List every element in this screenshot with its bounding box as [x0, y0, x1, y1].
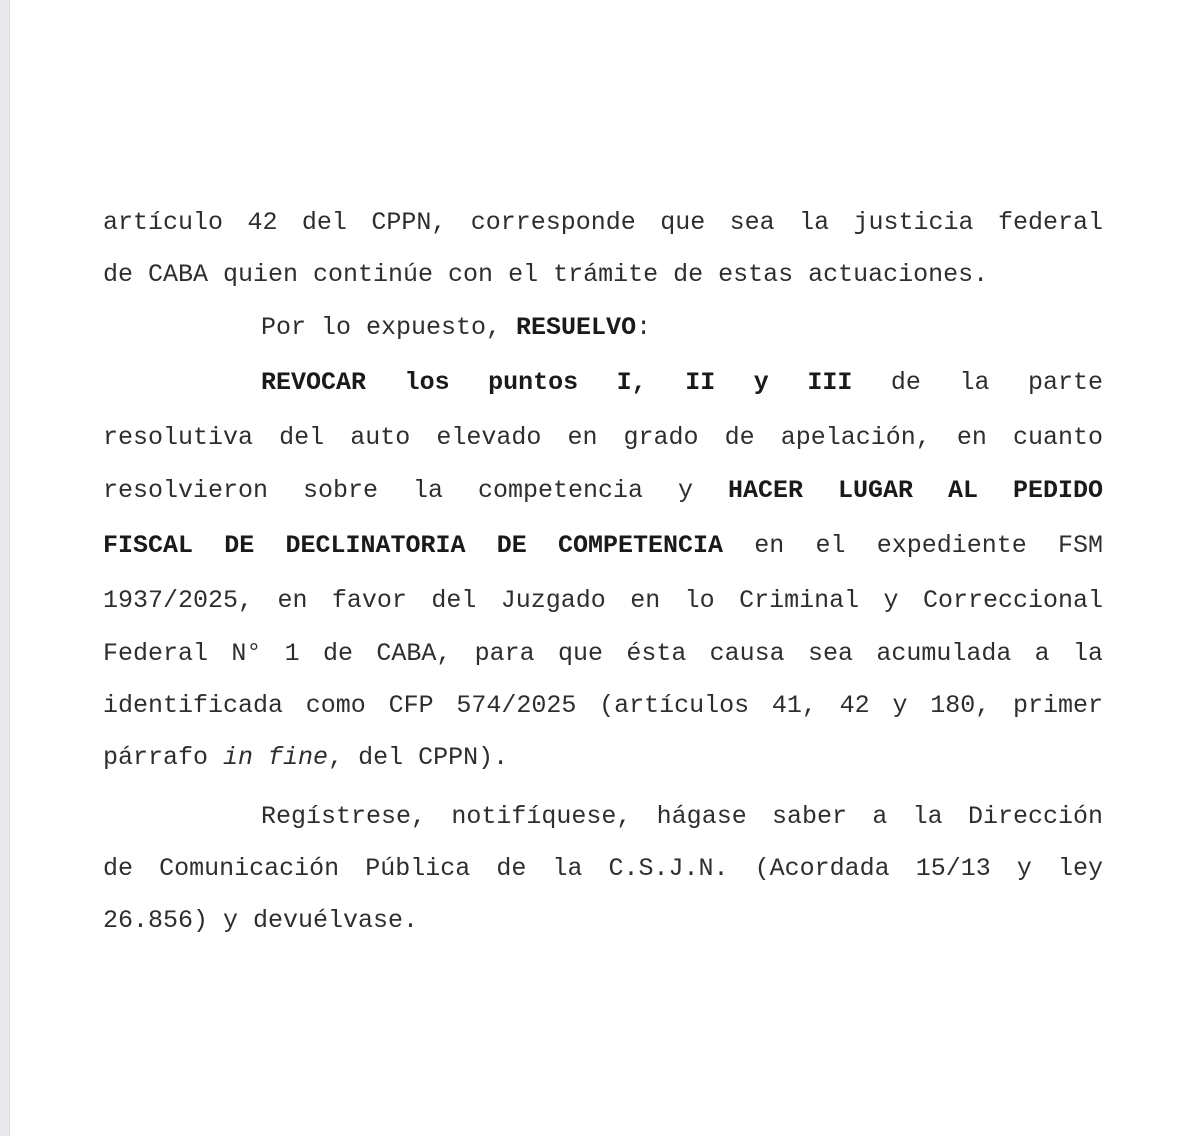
p3-line-5: 1937/2025, en favor del Juzgado en lo Criminal y Correccional	[103, 586, 1103, 615]
p1-line-2: de CABA quien continúe con el trámite de estas actuaciones.	[103, 260, 989, 289]
p4-line-3: 26.856) y devuélvase.	[103, 906, 419, 935]
declinatoria-clause: FISCAL DE DECLINATORIA DE COMPETENCIA	[103, 531, 724, 560]
p3-line-8	[103, 732, 1103, 784]
p3-line-1	[103, 357, 1103, 409]
p2-prefix: Por lo expuesto,	[261, 313, 517, 342]
in-fine-italic: in fine	[223, 743, 329, 772]
p3-line-3-plain: resolvieron sobre la competencia y	[103, 476, 728, 505]
p2-suffix: :	[636, 313, 652, 342]
p1-line-1: artículo 42 del CPPN, corresponde que sea la justicia federal	[103, 208, 1103, 237]
p4-line-1: Regístrese, notifíquese, hágase saber a la Dirección	[261, 802, 1103, 831]
revocar-clause: REVOCAR los puntos I, II y III	[261, 368, 853, 397]
p4-line-2: de Comunicación Pública de la C.S.J.N. (Acordada 15/13 y ley	[103, 854, 1103, 883]
p3-line-3	[103, 465, 1103, 517]
p3-line-7: identificada como CFP 574/2025 (artículos 41, 42 y 180, primer	[103, 691, 1103, 720]
p3-line-2: resolutiva del auto elevado en grado de apelación, en cuanto	[103, 423, 1103, 452]
p3-line-1-rest: de la parte	[852, 368, 1104, 397]
p3-line-4-rest: en el expediente FSM	[723, 531, 1103, 560]
p2-line-1	[103, 302, 1103, 354]
p3-line-6: Federal N° 1 de CABA, para que ésta causa sea acumulada a la	[103, 639, 1103, 668]
p3-line-4	[103, 520, 1103, 572]
hacer-lugar-clause: HACER LUGAR AL PEDIDO	[728, 476, 1103, 505]
resuelvo-heading: RESUELVO	[516, 313, 637, 342]
page-left-edge	[0, 0, 10, 1136]
p3-line-8-post: , del CPPN).	[328, 743, 509, 772]
p3-line-8-pre: párrafo	[103, 743, 224, 772]
